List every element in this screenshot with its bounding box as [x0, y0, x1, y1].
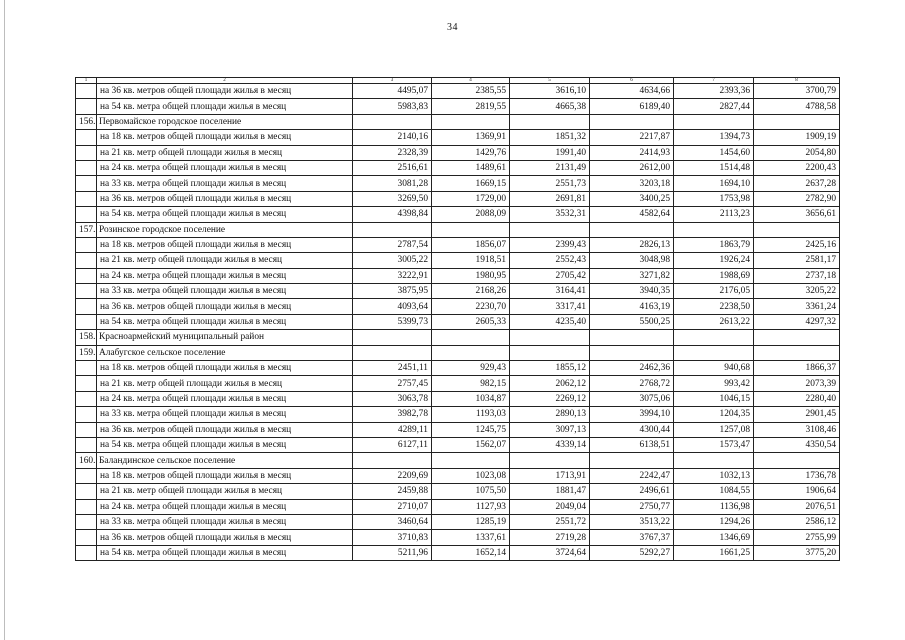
row-number — [76, 468, 97, 483]
value-cell-col-5 — [510, 114, 590, 129]
value-cell-col-6 — [590, 114, 674, 129]
value-cell-col-6: 2217,87 — [590, 130, 674, 145]
section-title: Розинское городское поселение — [97, 222, 353, 237]
value-cell-col-5: 2399,43 — [510, 237, 590, 252]
value-cell-col-5: 3532,31 — [510, 207, 590, 222]
row-number — [76, 484, 97, 499]
value-cell-col-7: 1257,08 — [674, 422, 754, 437]
row-description: на 54 кв. метра общей площади жилья в месяц — [97, 314, 353, 329]
value-cell-col-5: 1881,47 — [510, 484, 590, 499]
value-cell-col-7: 2113,23 — [674, 207, 754, 222]
value-cell-col-8: 2637,28 — [754, 176, 840, 191]
value-cell-col-3: 4093,64 — [353, 299, 432, 314]
value-cell-col-7: 1926,24 — [674, 253, 754, 268]
table-row — [76, 253, 840, 268]
row-description: на 21 кв. метр общей площади жилья в месяц — [97, 484, 353, 499]
value-cell-col-5 — [510, 345, 590, 360]
value-cell-col-7: 2393,36 — [674, 84, 754, 99]
value-cell-col-6: 2496,61 — [590, 484, 674, 499]
table-row — [76, 468, 840, 483]
value-cell-col-3: 6127,11 — [353, 437, 432, 452]
value-cell-col-8: 3700,79 — [754, 84, 840, 99]
value-cell-col-5 — [510, 222, 590, 237]
value-cell-col-8: 2054,80 — [754, 145, 840, 160]
row-number — [76, 422, 97, 437]
value-cell-col-7: 1394,73 — [674, 130, 754, 145]
value-cell-col-5 — [510, 330, 590, 345]
value-cell-col-6: 4163,19 — [590, 299, 674, 314]
value-cell-col-5: 3724,64 — [510, 545, 590, 560]
table-row — [76, 376, 840, 391]
row-number — [76, 314, 97, 329]
value-cell-col-3: 2757,45 — [353, 376, 432, 391]
value-cell-col-8: 1736,78 — [754, 468, 840, 483]
value-cell-col-6 — [590, 330, 674, 345]
value-cell-col-8: 2425,16 — [754, 237, 840, 252]
value-cell-col-6: 3048,98 — [590, 253, 674, 268]
value-cell-col-4: 2819,55 — [432, 99, 510, 114]
row-description: на 21 кв. метр общей площади жилья в месяц — [97, 253, 353, 268]
value-cell-col-8: 3205,22 — [754, 284, 840, 299]
value-cell-col-5: 2131,49 — [510, 160, 590, 175]
row-description: на 54 кв. метра общей площади жилья в месяц — [97, 207, 353, 222]
value-cell-col-3: 2787,54 — [353, 237, 432, 252]
row-description: на 54 кв. метра общей площади жилья в месяц — [97, 545, 353, 560]
row-description: на 54 кв. метра общей площади жилья в месяц — [97, 437, 353, 452]
value-cell-col-3 — [353, 114, 432, 129]
value-cell-col-4: 1652,14 — [432, 545, 510, 560]
value-cell-col-6: 2750,77 — [590, 499, 674, 514]
value-cell-col-6: 2826,13 — [590, 237, 674, 252]
value-cell-col-7: 1346,69 — [674, 530, 754, 545]
value-cell-col-3: 3269,50 — [353, 191, 432, 206]
value-cell-col-8: 3775,20 — [754, 545, 840, 560]
value-cell-col-4: 1075,50 — [432, 484, 510, 499]
value-cell-col-7: 1988,69 — [674, 268, 754, 283]
value-cell-col-4: 1337,61 — [432, 530, 510, 545]
row-number — [76, 160, 97, 175]
row-number: 158. — [76, 330, 97, 345]
value-cell-col-4: 2088,09 — [432, 207, 510, 222]
value-cell-col-7: 1454,60 — [674, 145, 754, 160]
value-cell-col-5: 3097,13 — [510, 422, 590, 437]
value-cell-col-4: 1285,19 — [432, 514, 510, 529]
value-cell-col-5: 2049,04 — [510, 499, 590, 514]
value-cell-col-8: 4297,32 — [754, 314, 840, 329]
row-number — [76, 361, 97, 376]
row-description: на 36 кв. метров общей площади жилья в месяц — [97, 422, 353, 437]
column-number: 5 — [510, 78, 590, 84]
table-row — [76, 484, 840, 499]
value-cell-col-3 — [353, 330, 432, 345]
value-cell-col-5: 2691,81 — [510, 191, 590, 206]
row-number — [76, 99, 97, 114]
section-title: Алабугское сельское поселение — [97, 345, 353, 360]
value-cell-col-3 — [353, 222, 432, 237]
section-row — [76, 453, 840, 468]
value-cell-col-4: 1856,07 — [432, 237, 510, 252]
value-cell-col-5: 3164,41 — [510, 284, 590, 299]
value-cell-col-5: 2719,28 — [510, 530, 590, 545]
value-cell-col-3: 3063,78 — [353, 391, 432, 406]
value-cell-col-4: 2605,33 — [432, 314, 510, 329]
data-table — [75, 77, 840, 561]
value-cell-col-6: 2462,36 — [590, 361, 674, 376]
row-description: на 18 кв. метров общей площади жилья в месяц — [97, 361, 353, 376]
value-cell-col-3: 3875,95 — [353, 284, 432, 299]
value-cell-col-3: 3710,83 — [353, 530, 432, 545]
table-row — [76, 545, 840, 560]
value-cell-col-8: 4788,58 — [754, 99, 840, 114]
table-row — [76, 176, 840, 191]
value-cell-col-3: 5399,73 — [353, 314, 432, 329]
value-cell-col-3: 4289,11 — [353, 422, 432, 437]
column-number: 6 — [590, 78, 674, 84]
row-description: на 18 кв. метров общей площади жилья в месяц — [97, 130, 353, 145]
value-cell-col-8: 2782,90 — [754, 191, 840, 206]
value-cell-col-5: 2551,72 — [510, 514, 590, 529]
value-cell-col-5: 1855,12 — [510, 361, 590, 376]
value-cell-col-6: 2768,72 — [590, 376, 674, 391]
table-row — [76, 437, 840, 452]
value-cell-col-7: 993,42 — [674, 376, 754, 391]
section-title: Первомайское городское поселение — [97, 114, 353, 129]
value-cell-col-6: 2612,00 — [590, 160, 674, 175]
value-cell-col-3: 2328,39 — [353, 145, 432, 160]
value-cell-col-3: 5211,96 — [353, 545, 432, 560]
row-number — [76, 299, 97, 314]
value-cell-col-4: 1669,15 — [432, 176, 510, 191]
value-cell-col-4: 2230,70 — [432, 299, 510, 314]
value-cell-col-5 — [510, 453, 590, 468]
row-number — [76, 545, 97, 560]
page-edge-rule — [4, 0, 5, 640]
value-cell-col-8: 2755,99 — [754, 530, 840, 545]
value-cell-col-4: 1193,03 — [432, 407, 510, 422]
row-description: на 33 кв. метра общей площади жилья в месяц — [97, 514, 353, 529]
value-cell-col-7 — [674, 330, 754, 345]
value-cell-col-8: 3361,24 — [754, 299, 840, 314]
section-row — [76, 345, 840, 360]
value-cell-col-7: 2238,50 — [674, 299, 754, 314]
value-cell-col-4 — [432, 453, 510, 468]
value-cell-col-5: 3616,10 — [510, 84, 590, 99]
row-number — [76, 237, 97, 252]
column-number: 1 — [76, 78, 97, 84]
row-description: на 33 кв. метра общей площади жилья в месяц — [97, 407, 353, 422]
row-description: на 24 кв. метра общей площади жилья в месяц — [97, 160, 353, 175]
table-row — [76, 160, 840, 175]
table-body — [76, 78, 840, 561]
value-cell-col-8: 2280,40 — [754, 391, 840, 406]
row-number — [76, 268, 97, 283]
value-cell-col-7 — [674, 222, 754, 237]
row-number — [76, 176, 97, 191]
column-number: 3 — [353, 78, 432, 84]
value-cell-col-4: 1980,95 — [432, 268, 510, 283]
value-cell-col-6: 5500,25 — [590, 314, 674, 329]
value-cell-col-3: 3982,78 — [353, 407, 432, 422]
value-cell-col-7 — [674, 453, 754, 468]
row-number — [76, 437, 97, 452]
value-cell-col-8: 3656,61 — [754, 207, 840, 222]
section-row — [76, 330, 840, 345]
value-cell-col-8: 2200,43 — [754, 160, 840, 175]
row-number — [76, 407, 97, 422]
table-row — [76, 299, 840, 314]
value-cell-col-3: 3460,64 — [353, 514, 432, 529]
value-cell-col-4 — [432, 330, 510, 345]
value-cell-col-6 — [590, 345, 674, 360]
page-number: 34 — [447, 22, 458, 33]
value-cell-col-5: 4339,14 — [510, 437, 590, 452]
value-cell-col-7 — [674, 345, 754, 360]
value-cell-col-6: 3400,25 — [590, 191, 674, 206]
column-number: 2 — [97, 78, 353, 84]
value-cell-col-8: 2586,12 — [754, 514, 840, 529]
value-cell-col-6: 4634,66 — [590, 84, 674, 99]
row-number: 160. — [76, 453, 97, 468]
value-cell-col-4: 1127,93 — [432, 499, 510, 514]
value-cell-col-8: 2076,51 — [754, 499, 840, 514]
table-row — [76, 422, 840, 437]
row-number — [76, 499, 97, 514]
value-cell-col-5: 2551,73 — [510, 176, 590, 191]
value-cell-col-8 — [754, 330, 840, 345]
row-description: на 18 кв. метров общей площади жилья в месяц — [97, 237, 353, 252]
table-row — [76, 361, 840, 376]
value-cell-col-8 — [754, 453, 840, 468]
value-cell-col-8 — [754, 345, 840, 360]
value-cell-col-6: 3994,10 — [590, 407, 674, 422]
value-cell-col-3: 3005,22 — [353, 253, 432, 268]
value-cell-col-4: 982,15 — [432, 376, 510, 391]
table-row — [76, 130, 840, 145]
value-cell-col-7: 1046,15 — [674, 391, 754, 406]
value-cell-col-7 — [674, 114, 754, 129]
row-description: на 36 кв. метров общей площади жилья в месяц — [97, 530, 353, 545]
value-cell-col-7: 1863,79 — [674, 237, 754, 252]
value-cell-col-7: 1136,98 — [674, 499, 754, 514]
value-cell-col-7: 940,68 — [674, 361, 754, 376]
value-cell-col-8: 2581,17 — [754, 253, 840, 268]
value-cell-col-6 — [590, 453, 674, 468]
value-cell-col-4 — [432, 345, 510, 360]
value-cell-col-8: 2737,18 — [754, 268, 840, 283]
value-cell-col-6: 5292,27 — [590, 545, 674, 560]
value-cell-col-3: 2710,07 — [353, 499, 432, 514]
value-cell-col-7: 1032,13 — [674, 468, 754, 483]
table-row — [76, 237, 840, 252]
value-cell-col-8: 2901,45 — [754, 407, 840, 422]
table-row — [76, 514, 840, 529]
row-description: на 36 кв. метров общей площади жилья в месяц — [97, 191, 353, 206]
value-cell-col-8: 1866,37 — [754, 361, 840, 376]
value-cell-col-6: 6189,40 — [590, 99, 674, 114]
value-cell-col-5: 1713,91 — [510, 468, 590, 483]
value-cell-col-5: 3317,41 — [510, 299, 590, 314]
value-cell-col-8: 3108,46 — [754, 422, 840, 437]
value-cell-col-7: 1294,26 — [674, 514, 754, 529]
row-description: на 18 кв. метров общей площади жилья в месяц — [97, 468, 353, 483]
table-row — [76, 391, 840, 406]
row-number — [76, 284, 97, 299]
value-cell-col-5: 2552,43 — [510, 253, 590, 268]
value-cell-col-4: 1369,91 — [432, 130, 510, 145]
value-cell-col-3: 2459,88 — [353, 484, 432, 499]
value-cell-col-3: 3081,28 — [353, 176, 432, 191]
value-cell-col-8 — [754, 114, 840, 129]
value-cell-col-3: 2451,11 — [353, 361, 432, 376]
value-cell-col-7: 2176,05 — [674, 284, 754, 299]
value-cell-col-3: 5983,83 — [353, 99, 432, 114]
section-row — [76, 114, 840, 129]
value-cell-col-7: 1514,48 — [674, 160, 754, 175]
value-cell-col-4: 1562,07 — [432, 437, 510, 452]
value-cell-col-3: 4495,07 — [353, 84, 432, 99]
value-cell-col-3: 2516,61 — [353, 160, 432, 175]
row-number — [76, 514, 97, 529]
value-cell-col-7: 1661,25 — [674, 545, 754, 560]
column-number: 8 — [754, 78, 840, 84]
table-row — [76, 191, 840, 206]
row-number — [76, 376, 97, 391]
value-cell-col-7: 1204,35 — [674, 407, 754, 422]
value-cell-col-6: 4582,64 — [590, 207, 674, 222]
value-cell-col-7: 2827,44 — [674, 99, 754, 114]
value-cell-col-6: 3271,82 — [590, 268, 674, 283]
row-number — [76, 253, 97, 268]
row-number — [76, 391, 97, 406]
row-description: на 24 кв. метра общей площади жилья в месяц — [97, 499, 353, 514]
table-row — [76, 84, 840, 99]
value-cell-col-6: 3075,06 — [590, 391, 674, 406]
column-number: 7 — [674, 78, 754, 84]
value-cell-col-8: 1906,64 — [754, 484, 840, 499]
value-cell-col-6 — [590, 222, 674, 237]
value-cell-col-3 — [353, 345, 432, 360]
value-cell-col-6: 3767,37 — [590, 530, 674, 545]
column-number: 4 — [432, 78, 510, 84]
value-cell-col-3 — [353, 453, 432, 468]
table-row — [76, 530, 840, 545]
row-number: 157. — [76, 222, 97, 237]
value-cell-col-4: 2168,26 — [432, 284, 510, 299]
value-cell-col-5: 4665,38 — [510, 99, 590, 114]
value-cell-col-4: 1729,00 — [432, 191, 510, 206]
value-cell-col-5: 1851,32 — [510, 130, 590, 145]
value-cell-col-7: 1084,55 — [674, 484, 754, 499]
row-number — [76, 207, 97, 222]
value-cell-col-4: 1034,87 — [432, 391, 510, 406]
table-row — [76, 314, 840, 329]
value-cell-col-8: 1909,19 — [754, 130, 840, 145]
value-cell-col-7: 2613,22 — [674, 314, 754, 329]
value-cell-col-5: 2890,13 — [510, 407, 590, 422]
row-description: на 33 кв. метра общей площади жилья в месяц — [97, 176, 353, 191]
value-cell-col-7: 1573,47 — [674, 437, 754, 452]
value-cell-col-6: 2414,93 — [590, 145, 674, 160]
value-cell-col-8: 2073,39 — [754, 376, 840, 391]
value-cell-col-6: 3513,22 — [590, 514, 674, 529]
value-cell-col-4 — [432, 114, 510, 129]
value-cell-col-7: 1694,10 — [674, 176, 754, 191]
value-cell-col-4: 1918,51 — [432, 253, 510, 268]
value-cell-col-4: 1429,76 — [432, 145, 510, 160]
value-cell-col-3: 3222,91 — [353, 268, 432, 283]
value-cell-col-5: 2062,12 — [510, 376, 590, 391]
value-cell-col-6: 3203,18 — [590, 176, 674, 191]
value-cell-col-6: 3940,35 — [590, 284, 674, 299]
table-row — [76, 499, 840, 514]
value-cell-col-7: 1753,98 — [674, 191, 754, 206]
value-cell-col-6: 4300,44 — [590, 422, 674, 437]
table-row — [76, 145, 840, 160]
row-number — [76, 130, 97, 145]
value-cell-col-4: 929,43 — [432, 361, 510, 376]
row-description: на 36 кв. метров общей площади жилья в месяц — [97, 84, 353, 99]
row-number — [76, 530, 97, 545]
value-cell-col-4: 1489,61 — [432, 160, 510, 175]
section-title: Баландинское сельское поселение — [97, 453, 353, 468]
row-number — [76, 145, 97, 160]
value-cell-col-5: 1991,40 — [510, 145, 590, 160]
row-description: на 24 кв. метра общей площади жилья в месяц — [97, 391, 353, 406]
value-cell-col-8: 4350,54 — [754, 437, 840, 452]
value-cell-col-6: 6138,51 — [590, 437, 674, 452]
row-description: на 21 кв. метр общей площади жилья в месяц — [97, 376, 353, 391]
value-cell-col-8 — [754, 222, 840, 237]
table-row — [76, 99, 840, 114]
row-number: 156. — [76, 114, 97, 129]
row-description: на 33 кв. метра общей площади жилья в месяц — [97, 284, 353, 299]
row-number: 159. — [76, 345, 97, 360]
table-row — [76, 284, 840, 299]
table-row — [76, 207, 840, 222]
value-cell-col-5: 2269,12 — [510, 391, 590, 406]
row-description: на 24 кв. метра общей площади жилья в месяц — [97, 268, 353, 283]
value-cell-col-3: 2140,16 — [353, 130, 432, 145]
section-row — [76, 222, 840, 237]
row-description: на 54 кв. метра общей площади жилья в месяц — [97, 99, 353, 114]
row-description: на 21 кв. метр общей площади жилья в месяц — [97, 145, 353, 160]
value-cell-col-5: 2705,42 — [510, 268, 590, 283]
value-cell-col-4 — [432, 222, 510, 237]
row-description: на 36 кв. метров общей площади жилья в месяц — [97, 299, 353, 314]
table-row — [76, 407, 840, 422]
value-cell-col-3: 2209,69 — [353, 468, 432, 483]
value-cell-col-4: 1023,08 — [432, 468, 510, 483]
value-cell-col-6: 2242,47 — [590, 468, 674, 483]
value-cell-col-5: 4235,40 — [510, 314, 590, 329]
value-cell-col-4: 1245,75 — [432, 422, 510, 437]
row-number — [76, 84, 97, 99]
section-title: Красноармейский муниципальный район — [97, 330, 353, 345]
row-number — [76, 191, 97, 206]
value-cell-col-4: 2385,55 — [432, 84, 510, 99]
table-row — [76, 268, 840, 283]
value-cell-col-3: 4398,84 — [353, 207, 432, 222]
